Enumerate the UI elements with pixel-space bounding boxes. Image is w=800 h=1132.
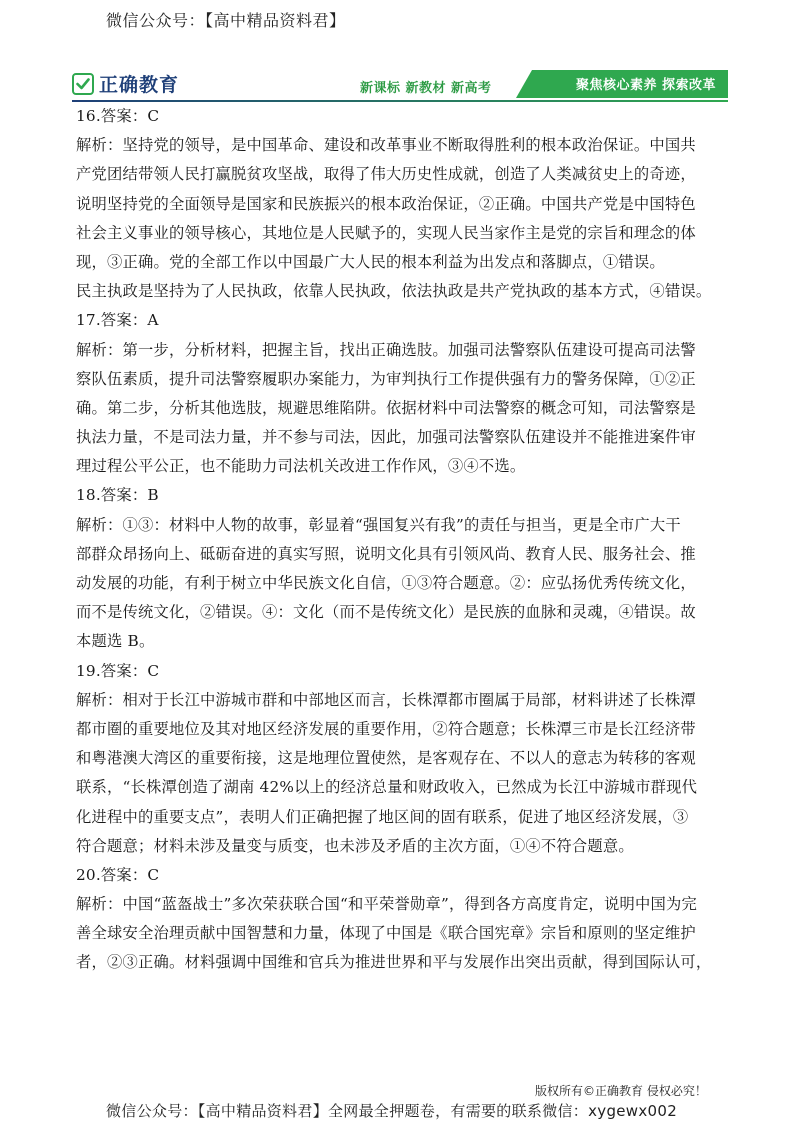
text-line: 现，③正确。党的全部工作以中国最广大人民的根本利益为出发点和落脚点，①错误。 — [76, 252, 665, 271]
text-line: 解析：第一步，分析材料，把握主旨，找出正确选肢。加强司法警察队伍建设可提高司法警 — [76, 340, 696, 359]
text-line: 说明坚持党的全面领导是国家和民族振兴的根本政治保证，②正确。中国共产党是中国特色 — [76, 194, 696, 213]
text-line: 16.答案：C — [76, 107, 160, 125]
answer-content — [76, 102, 736, 978]
text-line: 和粤港澳大湾区的重要衔接，这是地理位置使然，是客观存在、不以人的意志为转移的客观 — [76, 749, 696, 768]
page-header — [72, 68, 728, 102]
text-line: 符合题意；材料未涉及量变与质变，也未涉及矛盾的主次方面，①④不符合题意。 — [76, 836, 634, 855]
footer-copyright: 版权所有©正确教育 侵权必究！ — [535, 1084, 707, 1098]
text-line: 本题选 B。 — [76, 632, 155, 651]
brand-name: 正确教育 — [99, 74, 180, 96]
checkmark-icon — [72, 73, 94, 95]
text-line: 动发展的功能，有利于树立中华民族文化自信，①③符合题意。②：应弘扬优秀传统文化， — [76, 574, 696, 592]
text-line: 解析：坚持党的领导，是中国革命、建设和改革事业不断取得胜利的根本政治保证。中国共 — [76, 136, 696, 155]
text-line: 理过程公平公正，也不能助力司法机关改进工作作风，③④不选。 — [76, 457, 526, 476]
text-line: 察队伍素质，提升司法警察履职办案能力，为审判执行工作提供强有力的警务保障，①②正 — [76, 369, 696, 388]
text-line: 解析：相对于长江中游城市群和中部地区而言，长株潭都市圈属于局部，材料讲述了长株潭 — [76, 690, 696, 709]
text-line: 化进程中的重要支点”，表明人们正确把握了地区间的固有联系，促进了地区经济发展，③ — [76, 807, 689, 826]
bottom-watermark: 微信公众号：【高中精品资料君】全网最全押题卷，有需要的联系微信：xygewx002 — [106, 1102, 678, 1120]
text-line: 17.答案：A — [76, 311, 159, 330]
text-line: 执法力量，不是司法力量，并不参与司法，因此，加强司法警察队伍建设并不能推进案件审 — [76, 428, 696, 447]
text-line: 20.答案：C — [76, 865, 160, 884]
text-line: 而不是传统文化，②错误。④：文化（而不是传统文化）是民族的血脉和灵魂，④错误。故 — [76, 603, 696, 622]
text-line: 部群众昂扬向上、砥砺奋进的真实写照，说明文化具有引领风尚、教育人民、服务社会、推 — [76, 544, 696, 563]
text-line: 善全球安全治理贡献中国智慧和力量，体现了中国是《联合国宪章》宗旨和原则的坚定维护 — [76, 924, 696, 943]
text-line: 确。第二步，分析其他选肢，规避思维陷阱。依据材料中司法警察的概念可知，司法警察是 — [76, 398, 696, 417]
header-slogan: 新课标 新教材 新高考 — [360, 81, 492, 96]
text-line: 都市圈的重要地位及其对地区经济发展的重要作用，②符合题意；长株潭三市是长江经济带 — [76, 719, 696, 738]
text-line: 18.答案：B — [76, 486, 159, 505]
text-line: 产党团结带领人民打赢脱贫攻坚战，取得了伟大历史性成就，创造了人类减贫史上的奇迹， — [76, 165, 696, 184]
text-line: 解析：①③：材料中人物的故事，彰显着“强国复兴有我”的责任与担当，更是全市广大干 — [76, 515, 681, 534]
header-banner-text: 聚焦核心素养 探索改革 — [575, 78, 716, 93]
text-line: 社会主义事业的领导核心，其地位是人民赋予的，实现人民当家作主是党的宗旨和理念的体 — [76, 223, 696, 242]
text-line: 者，②③正确。材料强调中国维和官兵为推进世界和平与发展作出突出贡献，得到国际认可， — [76, 953, 712, 972]
text-line: 民主执政是坚持为了人民执政，依靠人民执政，依法执政是共产党执政的基本方式，④错误。 — [76, 282, 712, 301]
text-line: 解析：中国“蓝盔战士”多次荣获联合国“和平荣誉勋章”，得到各方高度肯定，说明中国为完 — [76, 895, 697, 914]
top-watermark: 微信公众号：【高中精品资料君】 — [106, 11, 346, 30]
brand-logo — [72, 70, 179, 97]
text-line: 19.答案：C — [76, 661, 160, 680]
text-line: 联系，“长株潭创造了湖南 42%以上的经济总量和财政收入，已然成为长江中游城市群现代 — [76, 778, 698, 797]
